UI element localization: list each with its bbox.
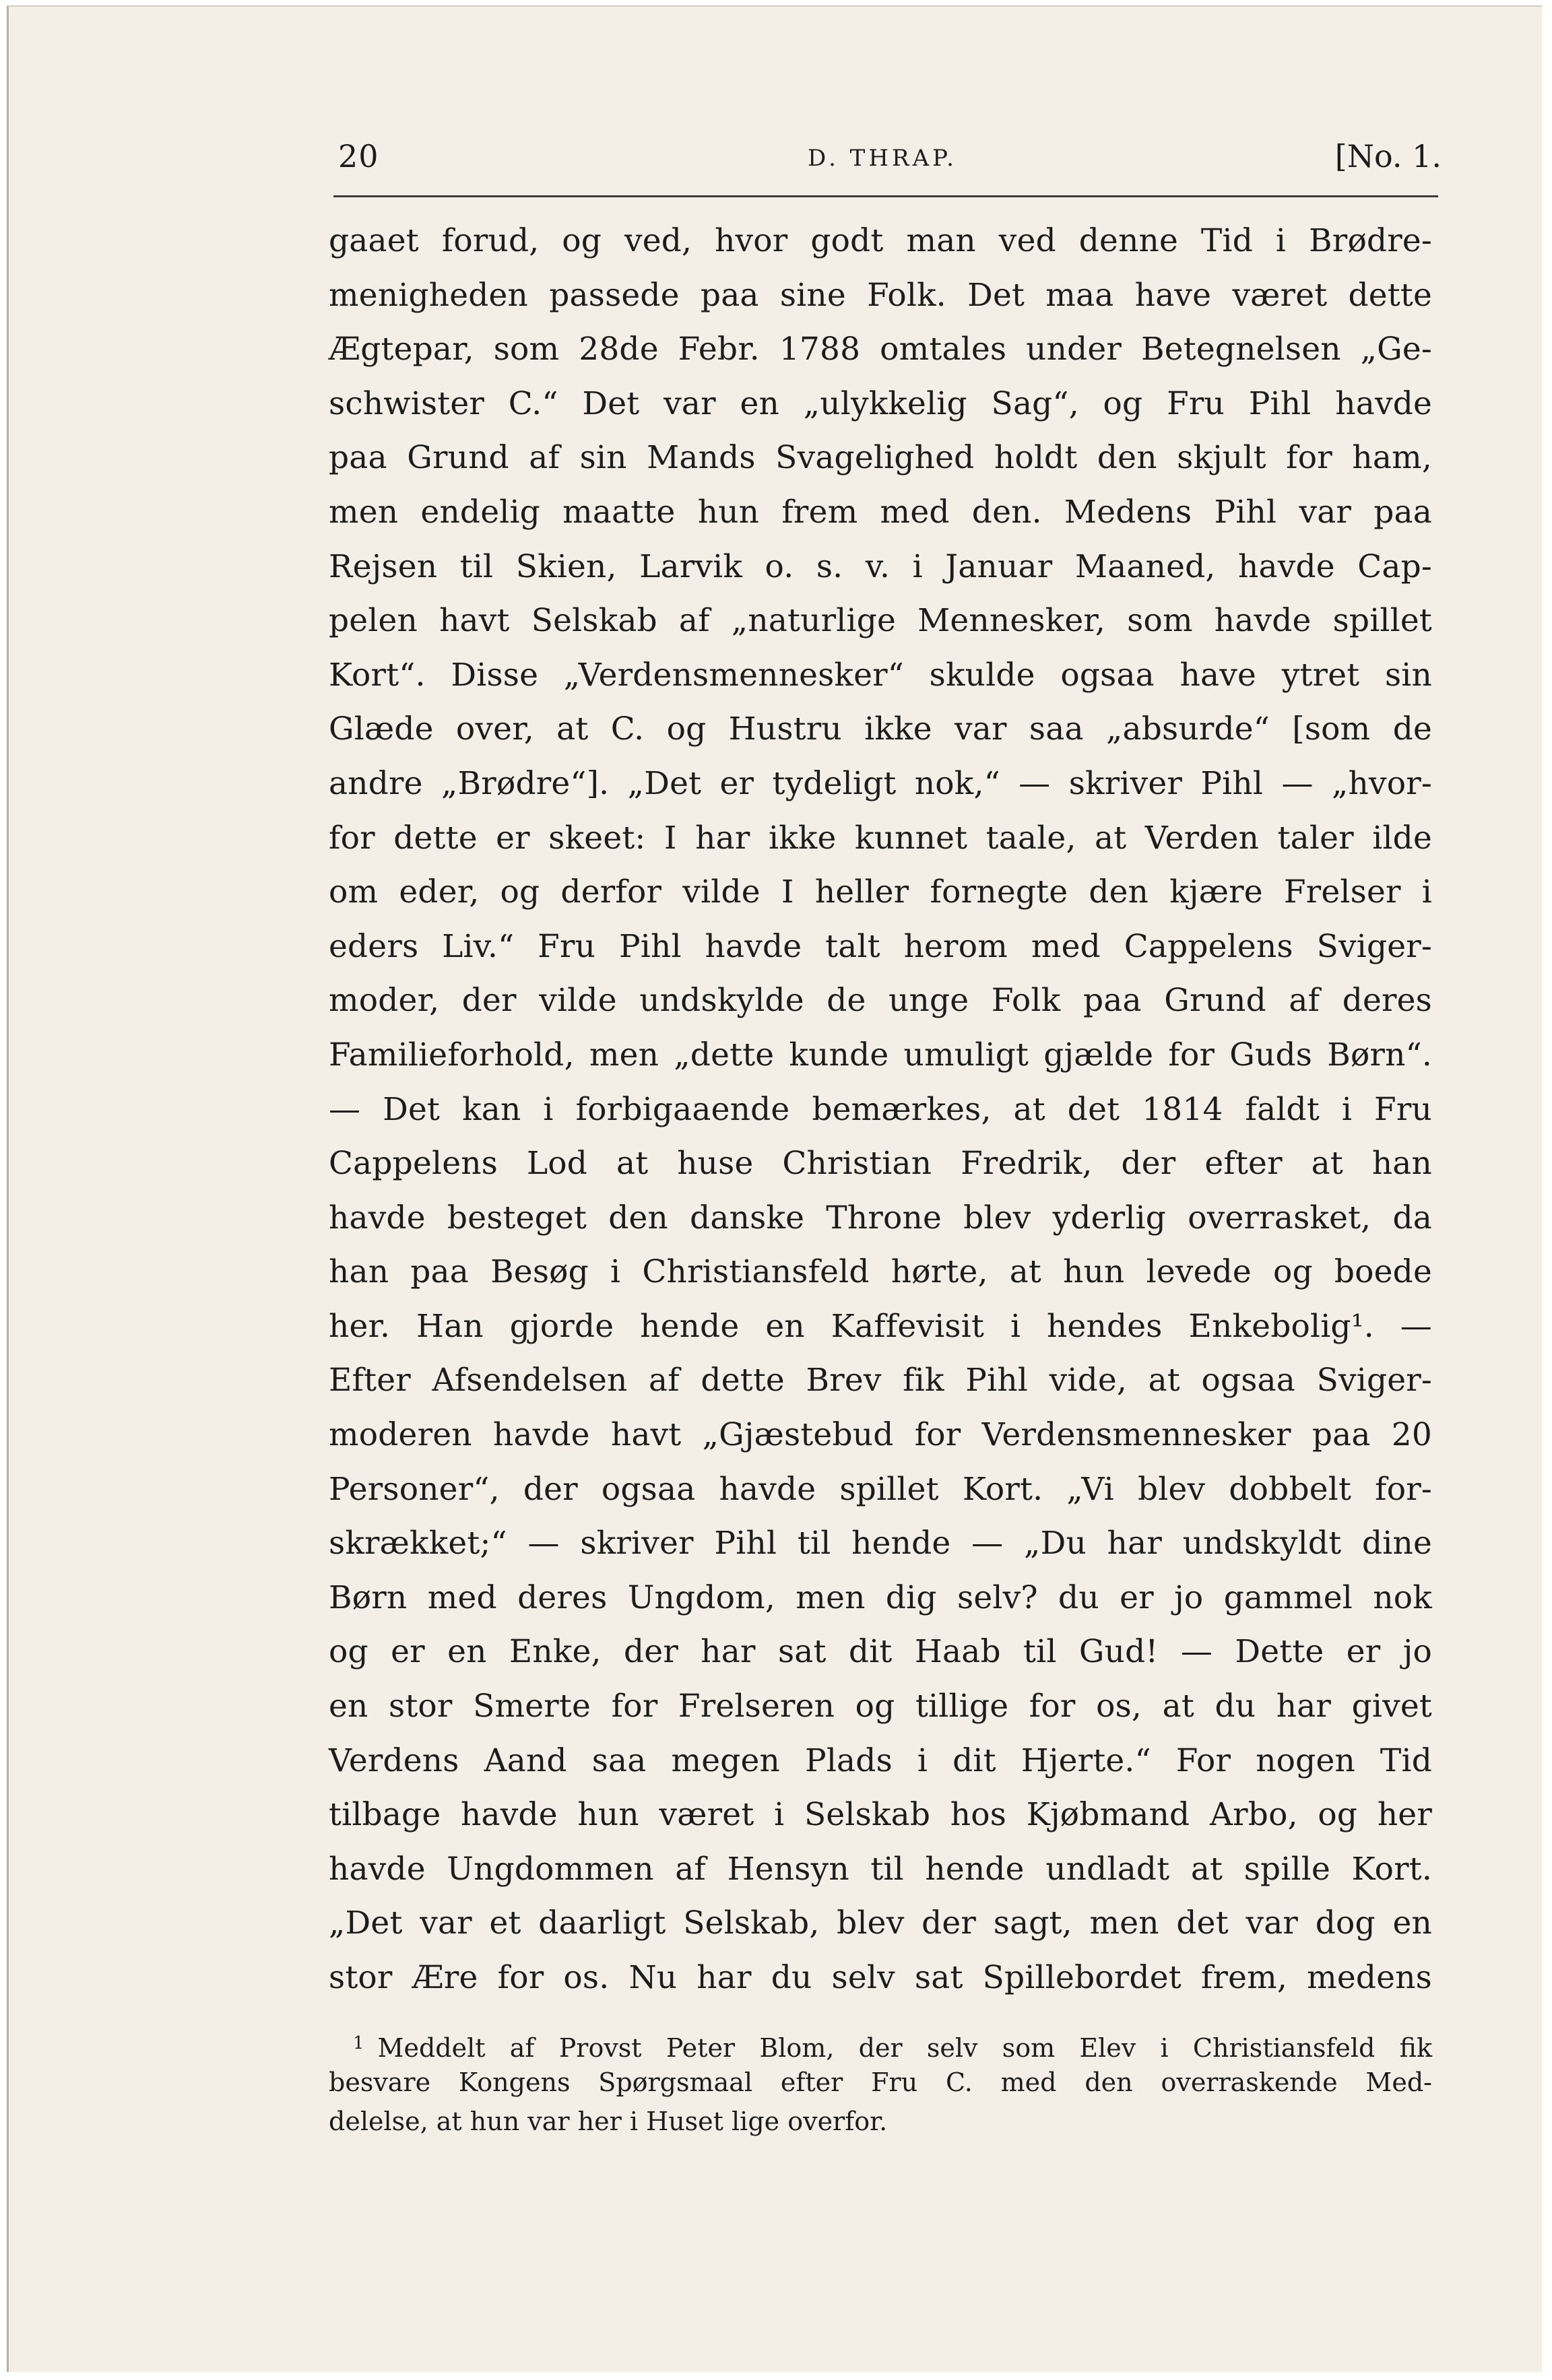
text-line: Verdens Aand saa megen Plads i dit Hjerte.“ For nogen Tid <box>329 1742 1432 1779</box>
text-line: Cappelens Lod at huse Christian Fredrik, der efter at han <box>329 1145 1432 1183</box>
text-line: Ægtepar, som 28de Febr. 1788 omtales under Betegnelsen „Ge- <box>329 331 1432 368</box>
body-text <box>329 214 1432 2006</box>
text-line: menigheden passede paa sine Folk. Det maa have været dette <box>329 276 1432 314</box>
text-line: paa Grund af sin Mands Svagelighed holdt den skjult for ham, <box>329 439 1432 477</box>
text-line: Glæde over, at C. og Hustru ikke var saa „absurde“ [som de <box>329 710 1432 748</box>
footnote-text: Meddelt af Provst Peter Blom, der selv som Elev i Christiansfeld fik <box>377 2033 1432 2063</box>
text-line: om eder, og derfor vilde I heller fornegte den kjære Frelser i <box>329 873 1432 911</box>
text-line: tilbage havde hun været i Selskab hos Kjøbmand Arbo, og her <box>329 1796 1432 1834</box>
text-line: moder, der vilde undskylde de unge Folk paa Grund af deres <box>329 982 1432 1020</box>
text-line: her. Han gjorde hende en Kaffevisit i hendes Enkebolig¹. — <box>329 1307 1432 1345</box>
text-line: en stor Smerte for Frelseren og tillige for os, at du har givet <box>329 1688 1432 1725</box>
text-line: Kort“. Disse „Verdensmennesker“ skulde ogsaa have ytret sin <box>329 656 1432 694</box>
text-line: moderen havde havt „Gjæstebud for Verdensmennesker paa 20 <box>329 1416 1432 1454</box>
footnote-marker: 1 <box>353 2033 364 2053</box>
running-head: D. THRAP. <box>808 145 957 172</box>
text-line: pelen havt Selskab af „naturlige Mennesker, som havde spillet <box>329 602 1432 640</box>
text-line: gaaet forud, og ved, hvor godt man ved denne Tid i Brødre- <box>329 222 1432 259</box>
text-line: for dette er skeet: I har ikke kunnet taale, at Verden taler ilde <box>329 819 1432 857</box>
page-header <box>323 138 1442 192</box>
text-line: andre „Brødre“]. „Det er tydeligt nok,“ — skriver Pihl — „hvor- <box>329 764 1432 802</box>
footnote <box>329 2024 1432 2141</box>
text-line: han paa Besøg i Christiansfeld hørte, at hun levede og boede <box>329 1253 1432 1291</box>
footnote-line: delelse, at hun var her i Huset lige overfor. <box>329 2107 888 2136</box>
header-rule <box>333 195 1438 197</box>
text-line: schwister C.“ Det var en „ulykkelig Sag“, og Fru Pihl havde <box>329 385 1432 422</box>
text-line: Familieforhold, men „dette kunde umuligt gjælde for Guds Børn“. <box>329 1036 1432 1073</box>
text-line: skrækket;“ — skriver Pihl til hende — „Du har undskyldt dine <box>329 1525 1432 1562</box>
text-line: „Det var et daarligt Selskab, blev der sagt, men det var dog en <box>329 1905 1432 1942</box>
text-line: — Det kan i forbigaaende bemærkes, at det 1814 faldt i Fru <box>329 1090 1432 1128</box>
text-line: Rejsen til Skien, Larvik o. s. v. i Januar Maaned, havde Cap- <box>329 548 1432 585</box>
text-line: havde besteget den danske Throne blev yderlig overrasket, da <box>329 1199 1432 1236</box>
issue-label: [No. 1. <box>1334 138 1442 174</box>
text-line: eders Liv.“ Fru Pihl havde talt herom med Cappelens Sviger- <box>329 927 1432 965</box>
text-line: og er en Enke, der har sat dit Haab til Gud! — Dette er jo <box>329 1633 1432 1671</box>
text-line: Børn med deres Ungdom, men dig selv? du er jo gammel nok <box>329 1579 1432 1616</box>
text-line: havde Ungdommen af Hensyn til hende undladt at spille Kort. <box>329 1850 1432 1888</box>
text-line: Personer“, der ogsaa havde spillet Kort. „Vi blev dobbelt for- <box>329 1470 1432 1508</box>
text-line: stor Ære for os. Nu har du selv sat Spillebordet frem, medens <box>329 1959 1432 1996</box>
footnote-line <box>329 2024 1432 2063</box>
footnote-line: besvare Kongens Spørgsmaal efter Fru C. med den overraskende Med- <box>329 2068 1432 2097</box>
text-line: Efter Afsendelsen af dette Brev fik Pihl vide, at ogsaa Sviger- <box>329 1362 1432 1399</box>
page-number: 20 <box>338 138 379 174</box>
text-line: men endelig maatte hun frem med den. Medens Pihl var paa <box>329 493 1432 531</box>
